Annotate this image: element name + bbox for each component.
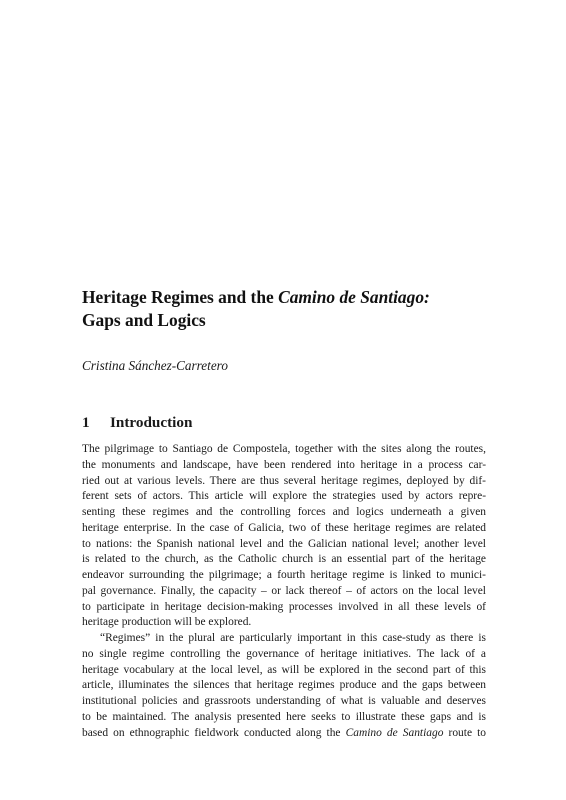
chapter-title-italic: Camino de Santiago: bbox=[278, 287, 430, 307]
text-line: heritage production will be explored. bbox=[82, 616, 252, 629]
text-line: no single regime controlling the governance of heritage initiatives. The lack of a bbox=[82, 647, 486, 660]
text-line: institutional policies and grassroots understanding of what is valuable and deserves bbox=[82, 695, 486, 707]
section-number: 1 bbox=[82, 414, 90, 431]
text-line: to be maintained. The analysis presented here seeks to illustrate these gaps and is bbox=[82, 710, 486, 723]
chapter-title bbox=[82, 286, 502, 332]
section-heading bbox=[82, 414, 192, 432]
text-line: the monuments and landscape, have been rendered into heritage in a process car- bbox=[82, 458, 486, 471]
text-line: “Regimes” in the plural are particularly important in this case-study as there is bbox=[100, 632, 486, 644]
section-title: Introduction bbox=[110, 414, 193, 431]
chapter-title-line-1 bbox=[82, 286, 502, 309]
text-line: heritage vocabulary at the local level, as will be explored in the second part of this bbox=[82, 663, 486, 676]
chapter-title-line-2: Gaps and Logics bbox=[82, 310, 206, 330]
text-fragment: route to bbox=[443, 726, 486, 739]
text-line: ried out at various levels. There are thus several heritage regimes, deployed by dif- bbox=[82, 474, 486, 487]
text-line: pal governance. Finally, the capacity – or lack thereof – of actors on the local level bbox=[82, 584, 486, 597]
text-line: to participate in heritage decision-making processes involved in all these levels of bbox=[82, 600, 486, 613]
text-line: to nations: the Spanish national level and the Galician national level; another level bbox=[82, 537, 486, 550]
italic-term: Camino de Santiago bbox=[345, 726, 444, 739]
text-line: is related to the church, as the Catholic church is an essential part of the heritage bbox=[82, 553, 486, 566]
text-line bbox=[82, 726, 486, 742]
text-line: The pilgrimage to Santiago de Compostela, together with the sites along the routes, bbox=[82, 443, 486, 455]
author-name: Cristina Sánchez-Carretero bbox=[82, 358, 228, 373]
paragraph-1 bbox=[82, 442, 486, 631]
text-line: endeavor surrounding the pilgrimage; a fourth heritage regime is linked to munici- bbox=[82, 569, 486, 581]
text-line: senting these regimes and the controlling forces and logics underneath a given bbox=[82, 506, 486, 518]
text-line: heritage enterprise. In the case of Galicia, two of these heritage regimes are related bbox=[82, 521, 486, 534]
chapter-title-prefix: Heritage Regimes and the bbox=[82, 287, 279, 307]
text-line: ferent sets of actors. This article will explore the strategies used by actors repre- bbox=[82, 490, 486, 503]
text-line: article, illuminates the silences that heritage regimes produce and the gaps between bbox=[82, 679, 486, 692]
body-text bbox=[82, 442, 486, 741]
text-fragment: based on ethnographic fieldwork conducted along the bbox=[82, 726, 346, 739]
paragraph-2 bbox=[82, 631, 486, 741]
